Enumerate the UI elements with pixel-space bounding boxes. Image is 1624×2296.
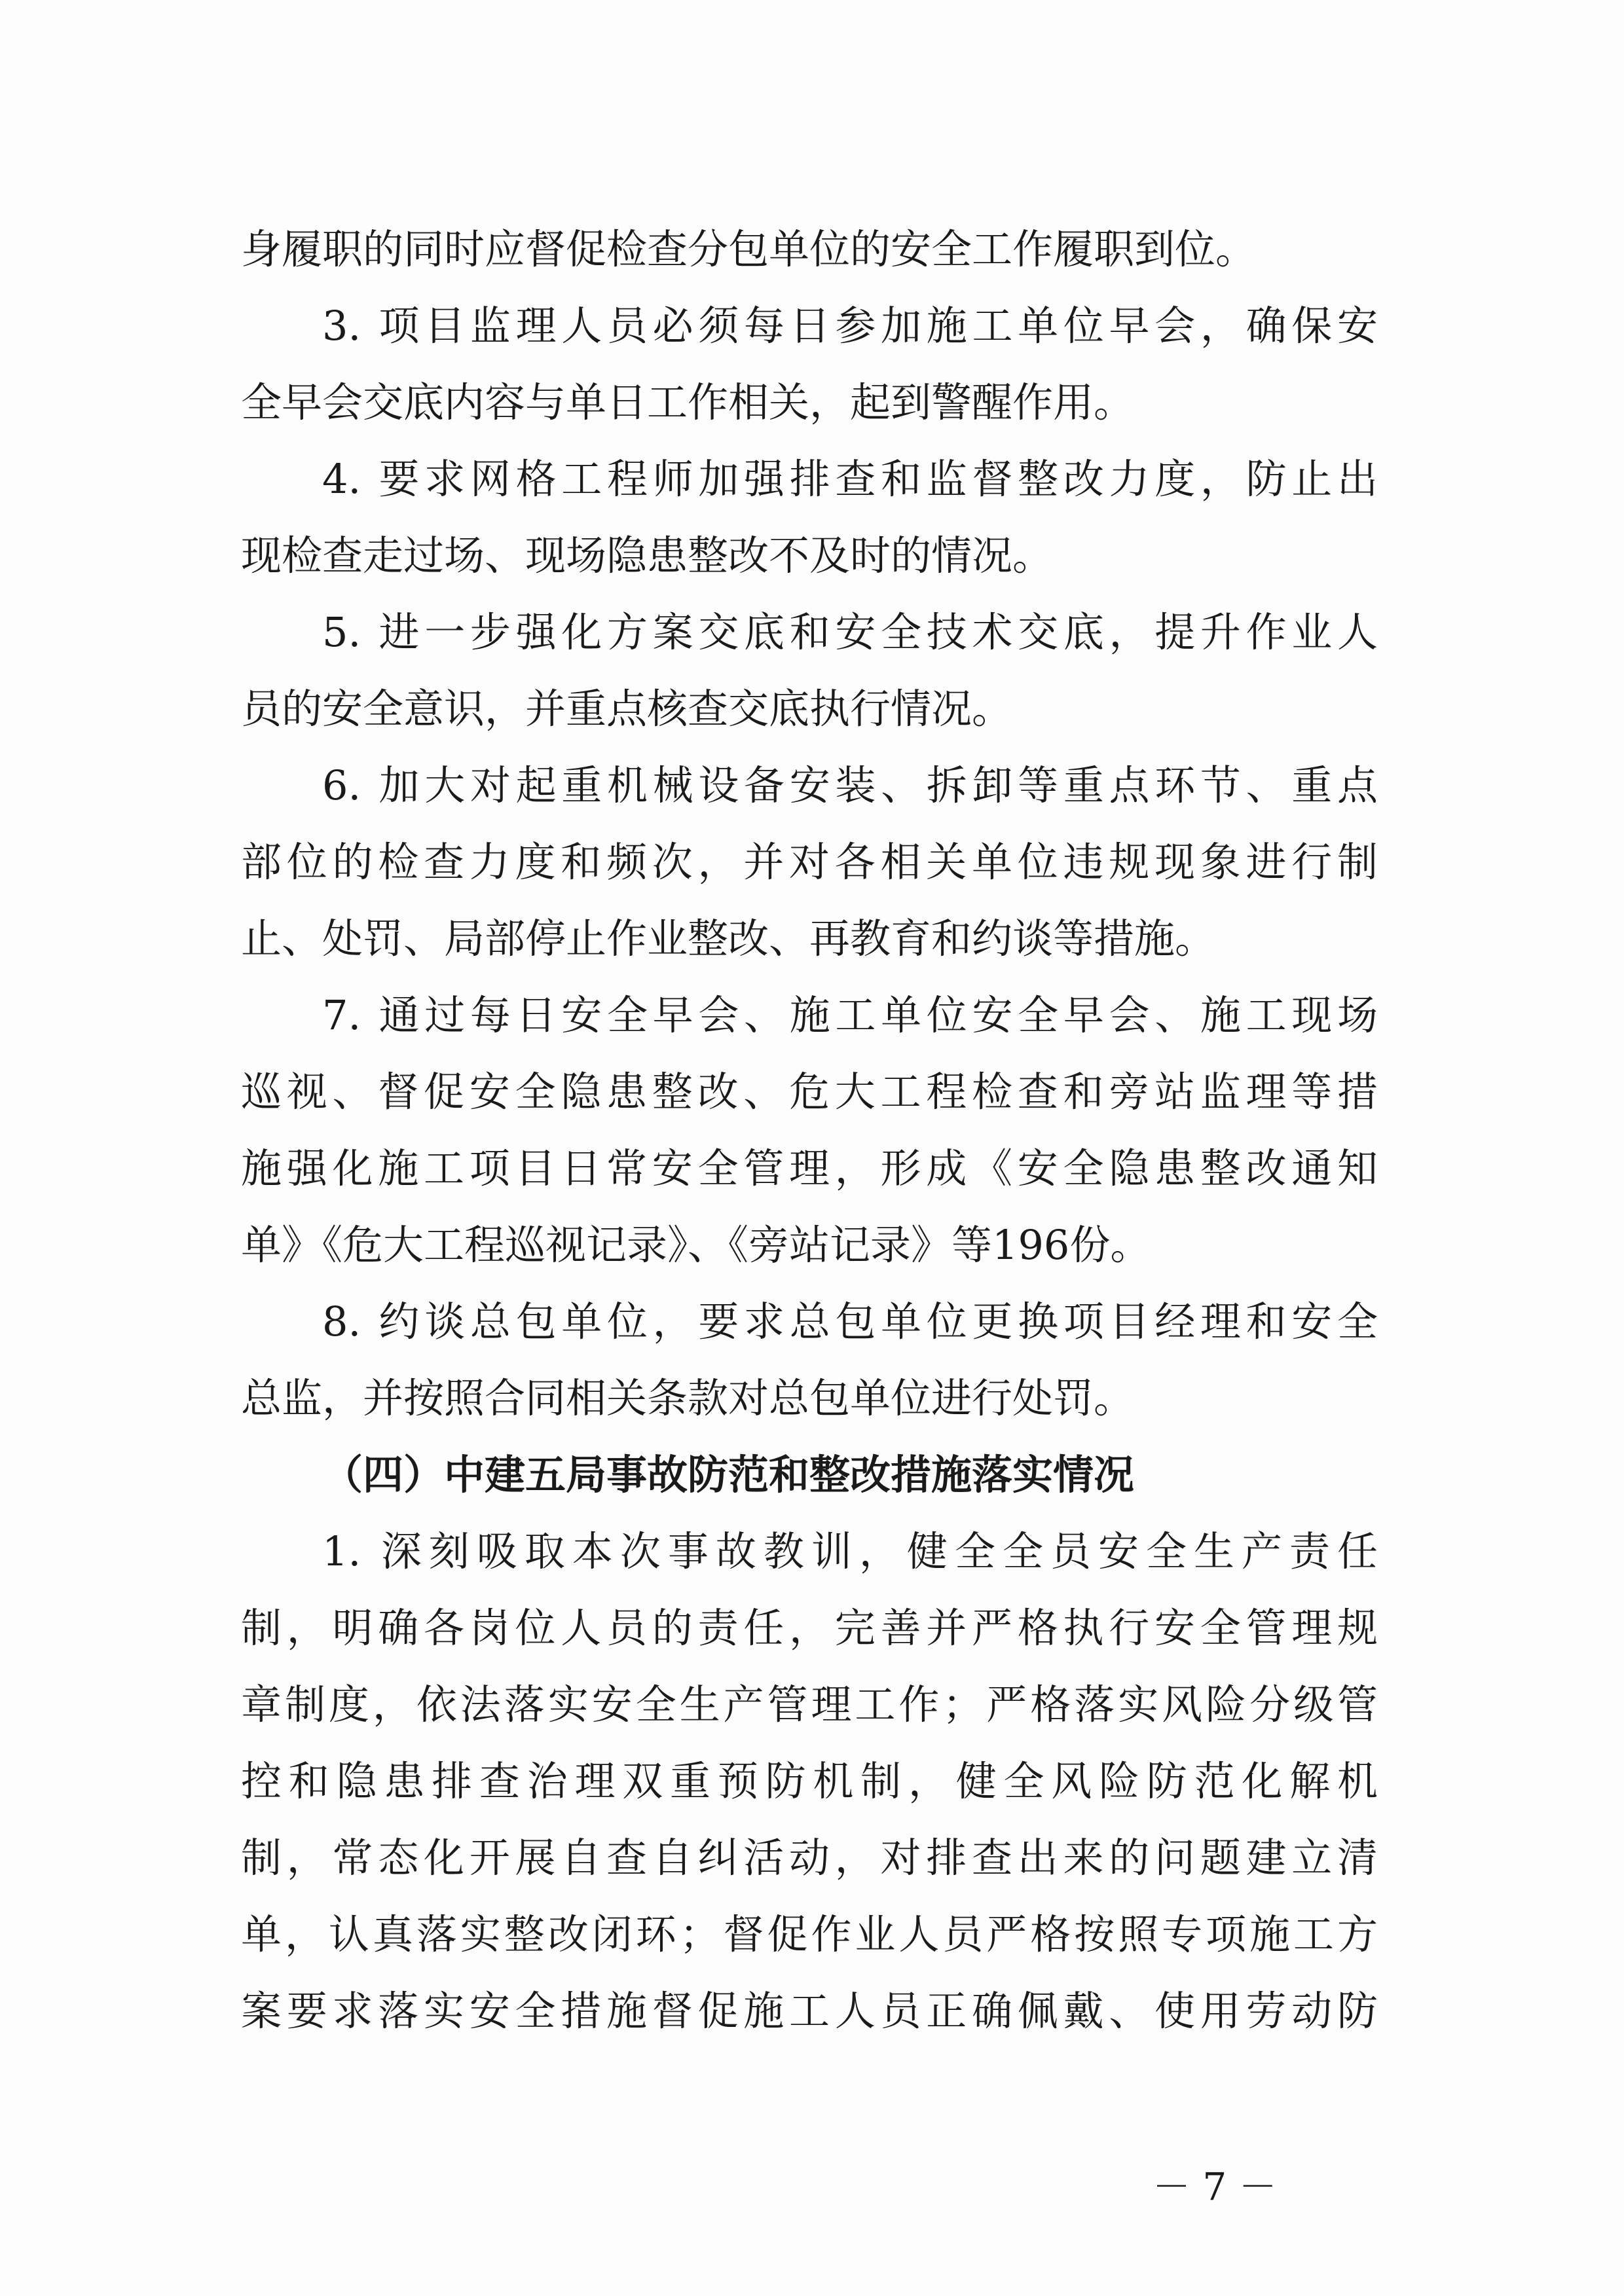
- list-item-6-line: 部位的检查力度和频次，并对各相关单位违规现象进行制: [241, 838, 1378, 886]
- list-item-8-line: 8. 约谈总包单位，要求总包单位更换项目经理和安全: [322, 1298, 1378, 1345]
- section-item-1-line: 制，常态化开展自查自纠活动，对排查出来的问题建立清: [241, 1834, 1378, 1882]
- list-item-7-line: 施强化施工项目日常安全管理，形成《安全隐患整改通知: [241, 1144, 1378, 1192]
- section-heading: （四）中建五局事故防范和整改措施落实情况: [322, 1451, 1135, 1499]
- page-number: － 7 －: [1153, 2164, 1277, 2209]
- list-item-5-line: 5. 进一步强化方案交底和安全技术交底，提升作业人: [322, 608, 1378, 656]
- list-item-7-line: 巡视、督促安全隐患整改、危大工程检查和旁站监理等措: [241, 1068, 1378, 1116]
- list-item-6-line: 6. 加大对起重机械设备安装、拆卸等重点环节、重点: [322, 761, 1378, 809]
- section-item-1-line: 单，认真落实整改闭环；督促作业人员严格按照专项施工方: [241, 1910, 1378, 1958]
- section-item-1-line: 章制度，依法落实安全生产管理工作；严格落实风险分级管: [241, 1681, 1378, 1728]
- list-item-3-line: 全早会交底内容与单日工作相关，起到警醒作用。: [241, 378, 1135, 426]
- list-item-3-line: 3. 项目监理人员必须每日参加施工单位早会，确保安: [322, 302, 1378, 350]
- list-item-4-line: 4. 要求网格工程师加强排查和监督整改力度，防止出: [322, 455, 1378, 503]
- list-item-4-line: 现检查走过场、现场隐患整改不及时的情况。: [241, 532, 1054, 579]
- list-item-6-line: 止、处罚、局部停止作业整改、再教育和约谈等措施。: [241, 915, 1216, 962]
- list-item-7-line: 7. 通过每日安全早会、施工单位安全早会、施工现场: [322, 991, 1378, 1039]
- section-item-1-line: 案要求落实安全措施督促施工人员正确佩戴、使用劳动防: [241, 1987, 1378, 2035]
- section-item-1-line: 1. 深刻吸取本次事故教训，健全全员安全生产责任: [322, 1527, 1378, 1575]
- list-item-5-line: 员的安全意识，并重点核查交底执行情况。: [241, 685, 1013, 733]
- list-item-8-line: 总监，并按照合同相关条款对总包单位进行处罚。: [241, 1374, 1135, 1422]
- section-item-1-line: 制，明确各岗位人员的责任，完善并严格执行安全管理规: [241, 1604, 1378, 1652]
- body-text: [241, 211, 1378, 2049]
- text-line: 身履职的同时应督促检查分包单位的安全工作履职到位。: [241, 225, 1257, 273]
- section-item-1-line: 控和隐患排查治理双重预防机制，健全风险防范化解机: [241, 1757, 1378, 1805]
- list-item-7-line: 单》《危大工程巡视记录》、《旁站记录》等196份。: [241, 1221, 1151, 1269]
